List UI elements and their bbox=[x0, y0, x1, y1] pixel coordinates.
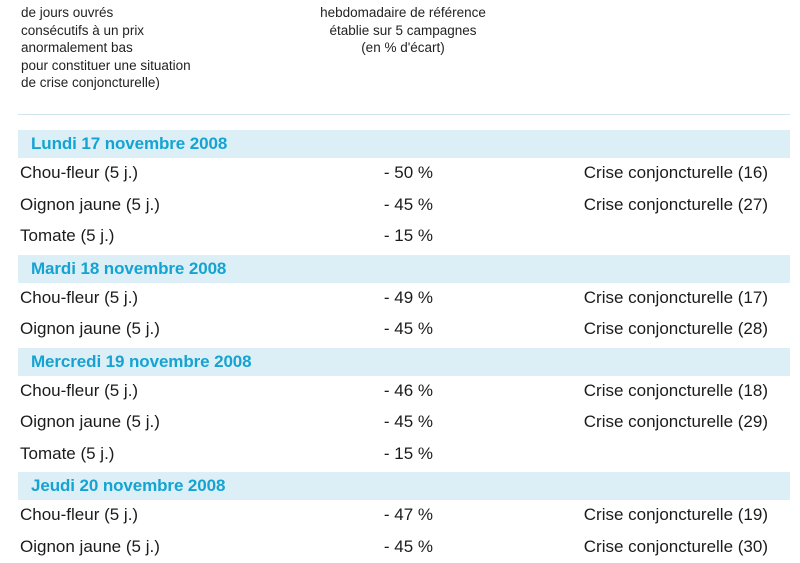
header-line: consécutifs à un prix bbox=[21, 22, 281, 40]
product-cell: Chou-fleur (5 j.) bbox=[20, 163, 138, 183]
price-crisis-table bbox=[18, 128, 790, 563]
date-label: Mercredi 19 novembre 2008 bbox=[31, 352, 252, 372]
table-row bbox=[18, 532, 790, 563]
status-cell: Crise conjoncturelle (16) bbox=[584, 163, 768, 183]
header-line: de crise conjoncturelle) bbox=[21, 74, 281, 92]
status-cell: Crise conjoncturelle (19) bbox=[584, 505, 768, 525]
gap-cell: - 46 % bbox=[373, 381, 433, 401]
date-row bbox=[18, 348, 790, 376]
gap-cell: - 15 % bbox=[373, 444, 433, 464]
gap-cell: - 49 % bbox=[373, 288, 433, 308]
table-row bbox=[18, 158, 790, 190]
header-duration-column bbox=[21, 4, 281, 92]
date-row bbox=[18, 255, 790, 283]
header-divider bbox=[18, 114, 790, 115]
header-line: de jours ouvrés bbox=[21, 4, 281, 22]
table-row bbox=[18, 283, 790, 315]
header-line: pour constituer une situation bbox=[21, 57, 281, 75]
gap-cell: - 45 % bbox=[373, 195, 433, 215]
gap-cell: - 45 % bbox=[373, 319, 433, 339]
header-line: établie sur 5 campagnes bbox=[288, 22, 518, 40]
status-cell: Crise conjoncturelle (18) bbox=[584, 381, 768, 401]
date-row bbox=[18, 472, 790, 500]
date-label: Mardi 18 novembre 2008 bbox=[31, 259, 226, 279]
status-cell: Crise conjoncturelle (29) bbox=[584, 412, 768, 432]
gap-cell: - 45 % bbox=[373, 537, 433, 557]
table-row bbox=[18, 221, 790, 253]
date-label: Jeudi 20 novembre 2008 bbox=[31, 476, 225, 496]
gap-cell: - 50 % bbox=[373, 163, 433, 183]
table-row bbox=[18, 439, 790, 471]
header-gap-column bbox=[288, 4, 518, 57]
product-cell: Chou-fleur (5 j.) bbox=[20, 381, 138, 401]
header-line: anormalement bas bbox=[21, 39, 281, 57]
date-label: Lundi 17 novembre 2008 bbox=[31, 134, 227, 154]
product-cell: Tomate (5 j.) bbox=[20, 444, 114, 464]
status-cell: Crise conjoncturelle (27) bbox=[584, 195, 768, 215]
gap-cell: - 47 % bbox=[373, 505, 433, 525]
status-cell: Crise conjoncturelle (17) bbox=[584, 288, 768, 308]
table-row bbox=[18, 407, 790, 439]
table-row bbox=[18, 500, 790, 532]
status-cell: Crise conjoncturelle (28) bbox=[584, 319, 768, 339]
product-cell: Tomate (5 j.) bbox=[20, 226, 114, 246]
product-cell: Oignon jaune (5 j.) bbox=[20, 319, 160, 339]
product-cell: Oignon jaune (5 j.) bbox=[20, 537, 160, 557]
date-row bbox=[18, 130, 790, 158]
table-row bbox=[18, 314, 790, 346]
gap-cell: - 45 % bbox=[373, 412, 433, 432]
status-cell: Crise conjoncturelle (30) bbox=[584, 537, 768, 557]
header-line: hebdomadaire de référence bbox=[288, 4, 518, 22]
table-header bbox=[0, 0, 800, 128]
product-cell: Chou-fleur (5 j.) bbox=[20, 505, 138, 525]
header-line: (en % d'écart) bbox=[288, 39, 518, 57]
table-row bbox=[18, 376, 790, 408]
product-cell: Chou-fleur (5 j.) bbox=[20, 288, 138, 308]
product-cell: Oignon jaune (5 j.) bbox=[20, 195, 160, 215]
table-row bbox=[18, 190, 790, 222]
gap-cell: - 15 % bbox=[373, 226, 433, 246]
product-cell: Oignon jaune (5 j.) bbox=[20, 412, 160, 432]
